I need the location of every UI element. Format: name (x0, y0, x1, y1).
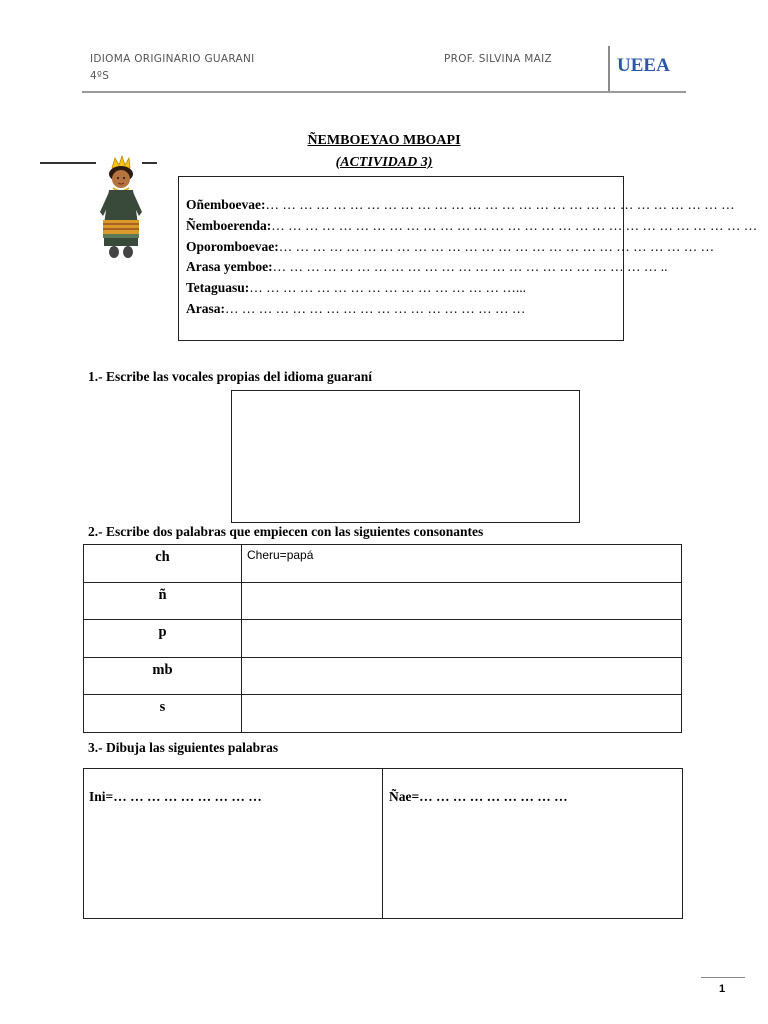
header-vertical-divider (608, 46, 610, 92)
form-field-school[interactable]: Ñemboerenda:… … … … … … … … … … … … … … … … … … … … … … … … … … … … … (186, 217, 758, 233)
answer-cell[interactable] (242, 620, 682, 658)
decorative-line-left (40, 162, 96, 164)
consonant-cell: p (84, 620, 242, 658)
consonant-cell: s (84, 695, 242, 733)
form-field-school-year[interactable]: Arasa yemboe:… … … … … … … … … … … … … … … … … … … … … … … .. (186, 259, 668, 275)
page-subtitle: (ACTIVIDAD 3) (335, 155, 433, 170)
table-row (84, 545, 682, 583)
page-number: 1 (719, 983, 726, 995)
form-field-country[interactable]: Tetaguasu:… … … … … … … … … … … … … … … …... (186, 280, 527, 296)
header-subject: IDIOMA ORIGINARIO GUARANI (90, 53, 255, 65)
answer-cell[interactable] (242, 657, 682, 695)
drawing-cell-right[interactable] (383, 769, 682, 918)
table-row (84, 582, 682, 620)
footer-rule (701, 977, 745, 978)
form-field-student[interactable]: Oñemboevae:… … … … … … … … … … … … … … … … … … … … … … … … … … … … (186, 197, 735, 212)
question-1-answer-box[interactable] (231, 390, 580, 523)
drawing-table (83, 768, 683, 919)
consonant-cell: ñ (84, 582, 242, 620)
question-1-text: 1.- Escribe las vocales propias del idioma guaraní (88, 369, 373, 384)
form-field-teacher[interactable]: Oporomboevae:… … … … … … … … … … … … … … … … … … … … … … … … … … (186, 238, 715, 254)
header-grade: 4ºS (90, 70, 110, 82)
consonant-table (83, 544, 682, 733)
table-row (84, 695, 682, 733)
answer-cell[interactable]: Cheru=papá (242, 545, 682, 583)
consonant-cell: mb (84, 657, 242, 695)
page-title: ÑEMBOEYAO MBOAPI (307, 133, 461, 148)
drawing-label-nae: Ñae=… … … … … … … … … (389, 789, 568, 804)
table-row (84, 657, 682, 695)
table-row (84, 620, 682, 658)
school-logo-text: UEEA (617, 55, 670, 76)
question-3-text: 3.- Dibuja las siguientes palabras (88, 740, 279, 755)
answer-cell[interactable] (242, 582, 682, 620)
student-info-box (178, 176, 758, 341)
drawing-label-ini: Ini=… … … … … … … … … (89, 789, 262, 804)
form-field-year[interactable]: Arasa:… … … … … … … … … … … … … … … … … … (186, 300, 526, 316)
header-rule (82, 91, 686, 93)
answer-cell[interactable] (242, 695, 682, 733)
guarani-doll-icon (92, 154, 148, 266)
consonant-cell: ch (84, 545, 242, 583)
header-teacher: PROF. SILVINA MAIZ (444, 53, 552, 65)
question-2-text: 2.- Escribe dos palabras que empiecen con las siguientes consonantes (88, 524, 484, 539)
drawing-cell-left[interactable] (84, 769, 383, 918)
